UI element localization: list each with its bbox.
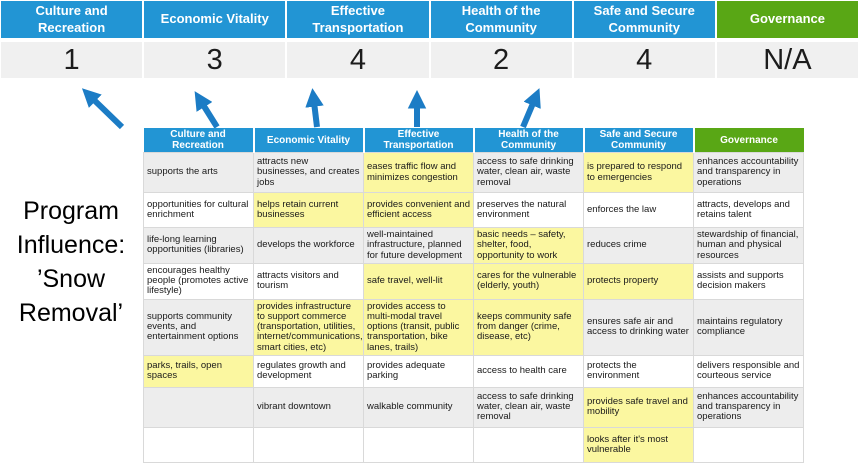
matrix-cell: enhances accountability and transparency in operations: [694, 153, 804, 193]
scoreboard-score-value: 2: [431, 42, 572, 78]
matrix-cell: [474, 427, 584, 462]
title-line: Influence:: [16, 231, 126, 259]
matrix-cell: protects the environment: [584, 355, 694, 387]
matrix-header-cell: Safe and Secure Community: [584, 128, 694, 153]
matrix-cell: [144, 427, 254, 462]
title-line: ’Snow: [36, 265, 106, 293]
matrix-cell: eases traffic flow and minimizes congestion: [364, 153, 474, 193]
scoreboard: [1, 1, 858, 78]
matrix-cell: attracts visitors and tourism: [254, 263, 364, 299]
influence-matrix: [143, 128, 804, 463]
matrix-cell: reduces crime: [584, 228, 694, 264]
matrix-cell: life-long learning opportunities (libraries): [144, 228, 254, 264]
matrix-cell: stewardship of financial, human and physical resources: [694, 228, 804, 264]
matrix-cell: safe travel, well-lit: [364, 263, 474, 299]
matrix-header-cell: Governance: [694, 128, 804, 153]
matrix-cell: enforces the law: [584, 193, 694, 228]
scoreboard-score-value: N/A: [717, 42, 858, 78]
scoreboard-header-cell: [287, 1, 428, 38]
matrix-row: [144, 387, 804, 427]
matrix-cell: protects property: [584, 263, 694, 299]
matrix-cell: supports community events, and entertainment options: [144, 299, 254, 355]
scoreboard-header-cell: [1, 1, 142, 38]
scoreboard-header-cell: [717, 1, 858, 38]
matrix-cell: [144, 387, 254, 427]
matrix-header-row: [144, 128, 804, 153]
matrix-row: [144, 228, 804, 264]
scoreboard-header-label: Governance: [749, 11, 825, 27]
matrix-cell: [254, 427, 364, 462]
matrix-cell: provides convenient and efficient access: [364, 193, 474, 228]
scoreboard-header-label: Culture and Recreation: [35, 3, 108, 35]
arrow-up-icon: [523, 101, 534, 127]
matrix-header-cell: Culture and Recreation: [144, 128, 254, 153]
matrix-cell: maintains regulatory compliance: [694, 299, 804, 355]
matrix-cell: supports the arts: [144, 153, 254, 193]
matrix-cell: well-maintained infrastructure, planned for future development: [364, 228, 474, 264]
matrix-cell: access to safe drinking water, clean air, waste removal: [474, 387, 584, 427]
scoreboard-header-label: Economic Vitality: [160, 11, 269, 27]
matrix-cell: basic needs – safety, shelter, food, opportunity to work: [474, 228, 584, 264]
matrix-cell: preserves the natural environment: [474, 193, 584, 228]
influence-matrix-table: [143, 128, 804, 463]
title-line: Removal’: [18, 299, 124, 327]
matrix-cell: provides adequate parking: [364, 355, 474, 387]
scoreboard-header-cell: [431, 1, 572, 38]
matrix-cell: access to safe drinking water, clean air, waste removal: [474, 153, 584, 193]
matrix-cell: is prepared to respond to emergencies: [584, 153, 694, 193]
matrix-cell: ensures safe air and access to drinking water: [584, 299, 694, 355]
matrix-row: [144, 193, 804, 228]
scoreboard-score-value: 1: [1, 42, 142, 78]
matrix-row: [144, 153, 804, 193]
matrix-cell: provides infrastructure to support commerce (transportation, utilities, internet/communications, smart cities, etc): [254, 299, 364, 355]
matrix-cell: provides safe travel and mobility: [584, 387, 694, 427]
scoreboard-header-label: Effective Transportation: [312, 3, 404, 35]
matrix-cell: [694, 427, 804, 462]
matrix-cell: enhances accountability and transparency in operations: [694, 387, 804, 427]
matrix-cell: attracts, develops and retains talent: [694, 193, 804, 228]
matrix-cell: provides access to multi-modal travel options (transit, public transportation, bike lanes, trails): [364, 299, 474, 355]
matrix-header-cell: Health of the Community: [474, 128, 584, 153]
matrix-cell: vibrant downtown: [254, 387, 364, 427]
scoreboard-header-label: Safe and Secure Community: [593, 3, 695, 35]
scoreboard-score-value: 3: [144, 42, 285, 78]
matrix-cell: keeps community safe from danger (crime, disease, etc): [474, 299, 584, 355]
scoreboard-score-value: 4: [287, 42, 428, 78]
matrix-cell: looks after it's most vulnerable: [584, 427, 694, 462]
matrix-cell: delivers responsible and courteous service: [694, 355, 804, 387]
scoreboard-score-value: 4: [574, 42, 715, 78]
matrix-header-cell: Economic Vitality: [254, 128, 364, 153]
arrow-up-icon: [92, 98, 122, 127]
matrix-row: [144, 299, 804, 355]
matrix-cell: helps retain current businesses: [254, 193, 364, 228]
matrix-header-cell: Effective Transportation: [364, 128, 474, 153]
matrix-cell: assists and supports decision makers: [694, 263, 804, 299]
matrix-cell: walkable community: [364, 387, 474, 427]
matrix-cell: develops the workforce: [254, 228, 364, 264]
matrix-cell: access to health care: [474, 355, 584, 387]
arrow-up-icon: [202, 103, 217, 127]
matrix-cell: attracts new businesses, and creates jobs: [254, 153, 364, 193]
scoreboard-header-cell: [574, 1, 715, 38]
matrix-cell: [364, 427, 474, 462]
scoreboard-header-cell: [144, 1, 285, 38]
program-influence-title: [0, 194, 142, 330]
matrix-cell: parks, trails, open spaces: [144, 355, 254, 387]
title-line: Program: [23, 197, 119, 225]
matrix-row: [144, 427, 804, 462]
matrix-row: [144, 263, 804, 299]
scoreboard-header-label: Health of the Community: [461, 3, 541, 35]
matrix-row: [144, 355, 804, 387]
matrix-cell: opportunities for cultural enrichment: [144, 193, 254, 228]
matrix-cell: cares for the vulnerable (elderly, youth): [474, 263, 584, 299]
arrow-up-icon: [314, 102, 317, 127]
matrix-cell: regulates growth and development: [254, 355, 364, 387]
matrix-cell: encourages healthy people (promotes active lifestyle): [144, 263, 254, 299]
